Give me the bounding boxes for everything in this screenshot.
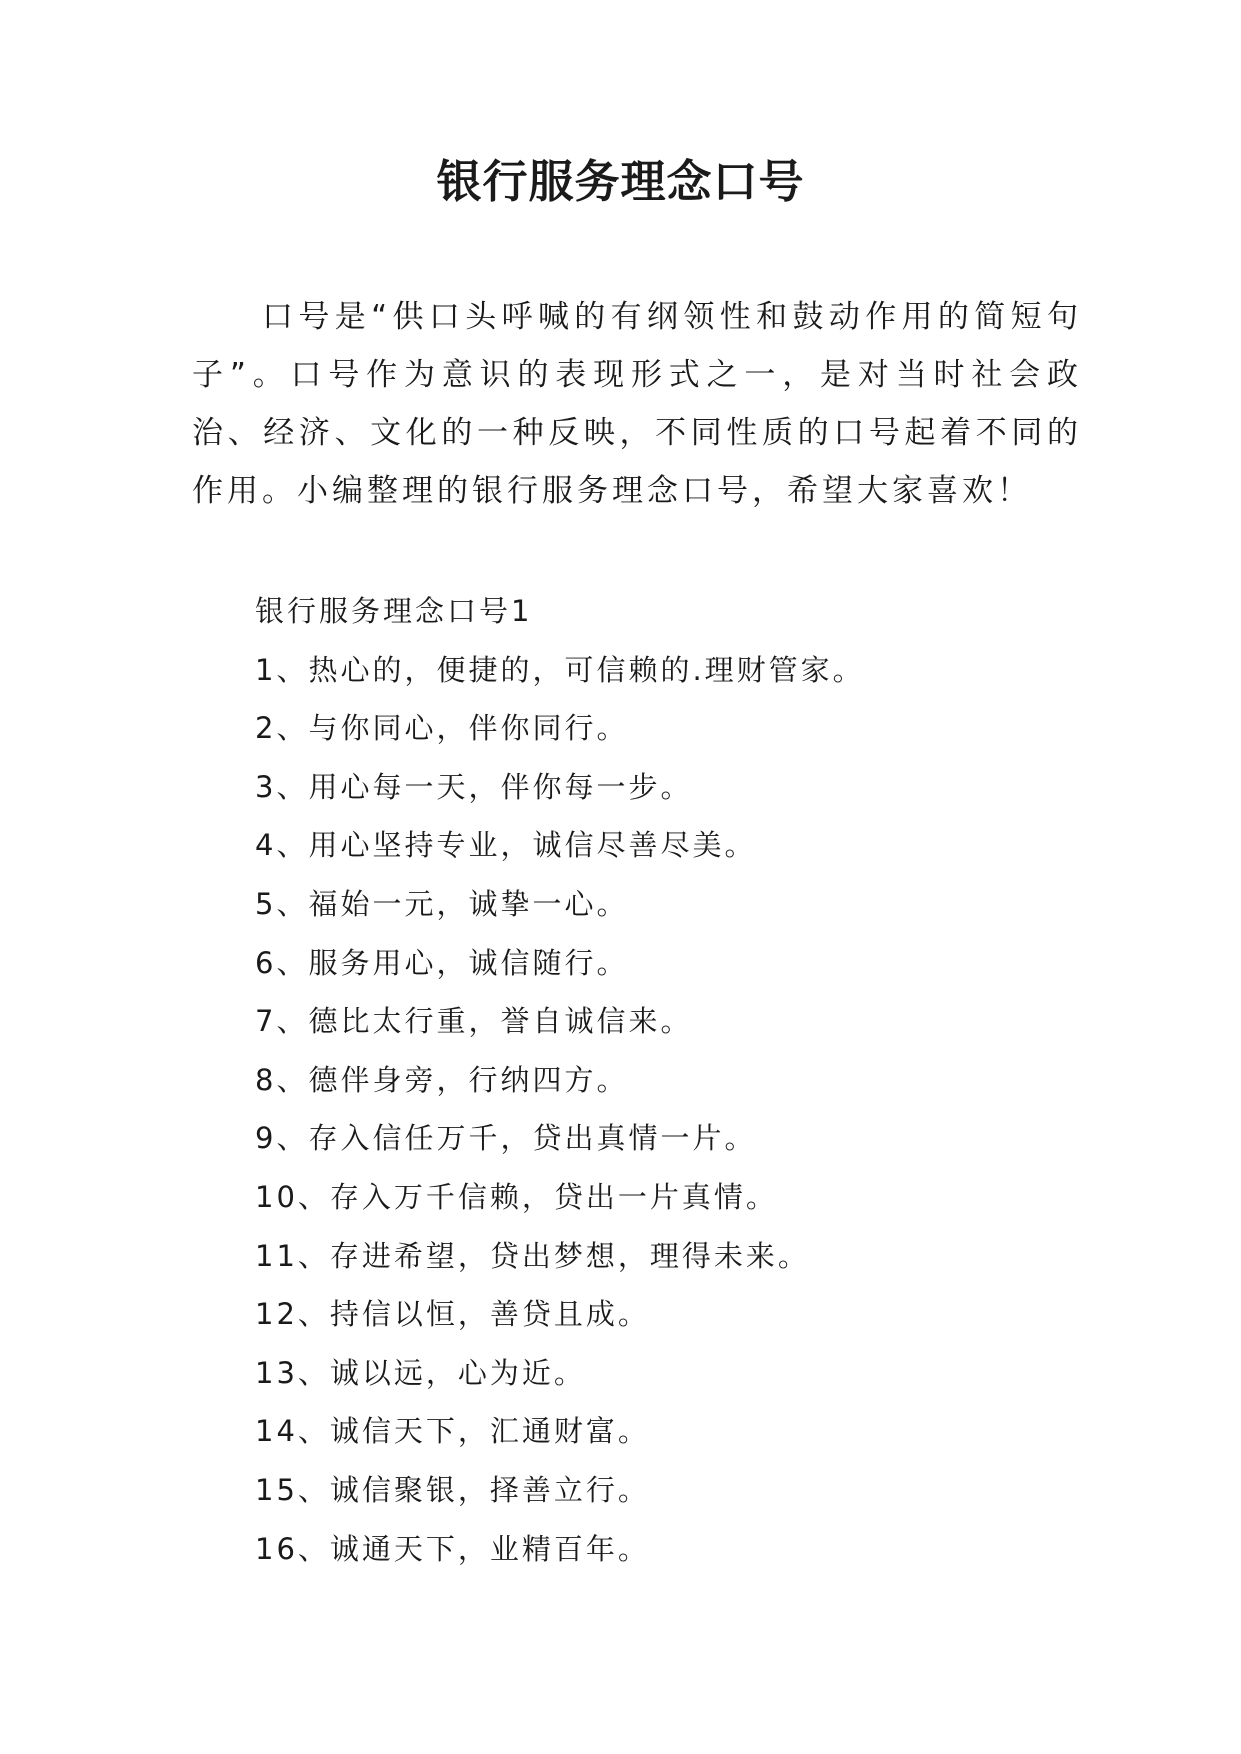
intro-paragraph: 口号是“供口头呼喊的有纲领性和鼓动作用的简短句子”。口号作为意识的表现形式之一，是对当时社会政治、经济、文化的一种反映，不同性质的口号起着不同的作用。小编整理的银行服务理念口号，希望大家喜欢！	[192, 299, 1082, 509]
slogan-item: 1、热心的，便捷的，可信赖的.理财管家。	[255, 652, 865, 687]
slogan-item: 16、诚通天下，业精百年。	[255, 1531, 650, 1566]
slogan-item: 2、与你同心，伴你同行。	[255, 711, 629, 746]
slogan-item: 13、诚以远，心为近。	[255, 1355, 586, 1390]
slogan-item: 4、用心坚持专业，诚信尽善尽美。	[255, 828, 757, 863]
slogan-item: 6、服务用心，诚信随行。	[255, 945, 629, 980]
document-title: 银行服务理念口号	[436, 155, 805, 208]
slogan-item: 12、持信以恒，善贷且成。	[255, 1297, 650, 1332]
slogan-item: 9、存入信任万千，贷出真情一片。	[255, 1121, 757, 1156]
section-heading: 银行服务理念口号1	[255, 594, 533, 628]
slogan-item: 7、德比太行重，誉自诚信来。	[255, 1004, 693, 1039]
slogan-item: 5、福始一元，诚挚一心。	[255, 886, 629, 921]
slogan-item: 15、诚信聚银，择善立行。	[255, 1472, 650, 1507]
slogan-item: 3、用心每一天，伴你每一步。	[255, 769, 693, 804]
slogan-item: 10、存入万千信赖，贷出一片真情。	[255, 1179, 778, 1214]
slogan-item: 8、德伴身旁，行纳四方。	[255, 1062, 629, 1097]
slogan-item: 14、诚信天下，汇通财富。	[255, 1414, 650, 1449]
slogan-list	[255, 641, 1085, 1579]
slogan-section	[255, 582, 1085, 1578]
slogan-item: 11、存进希望，贷出梦想，理得未来。	[255, 1238, 810, 1273]
